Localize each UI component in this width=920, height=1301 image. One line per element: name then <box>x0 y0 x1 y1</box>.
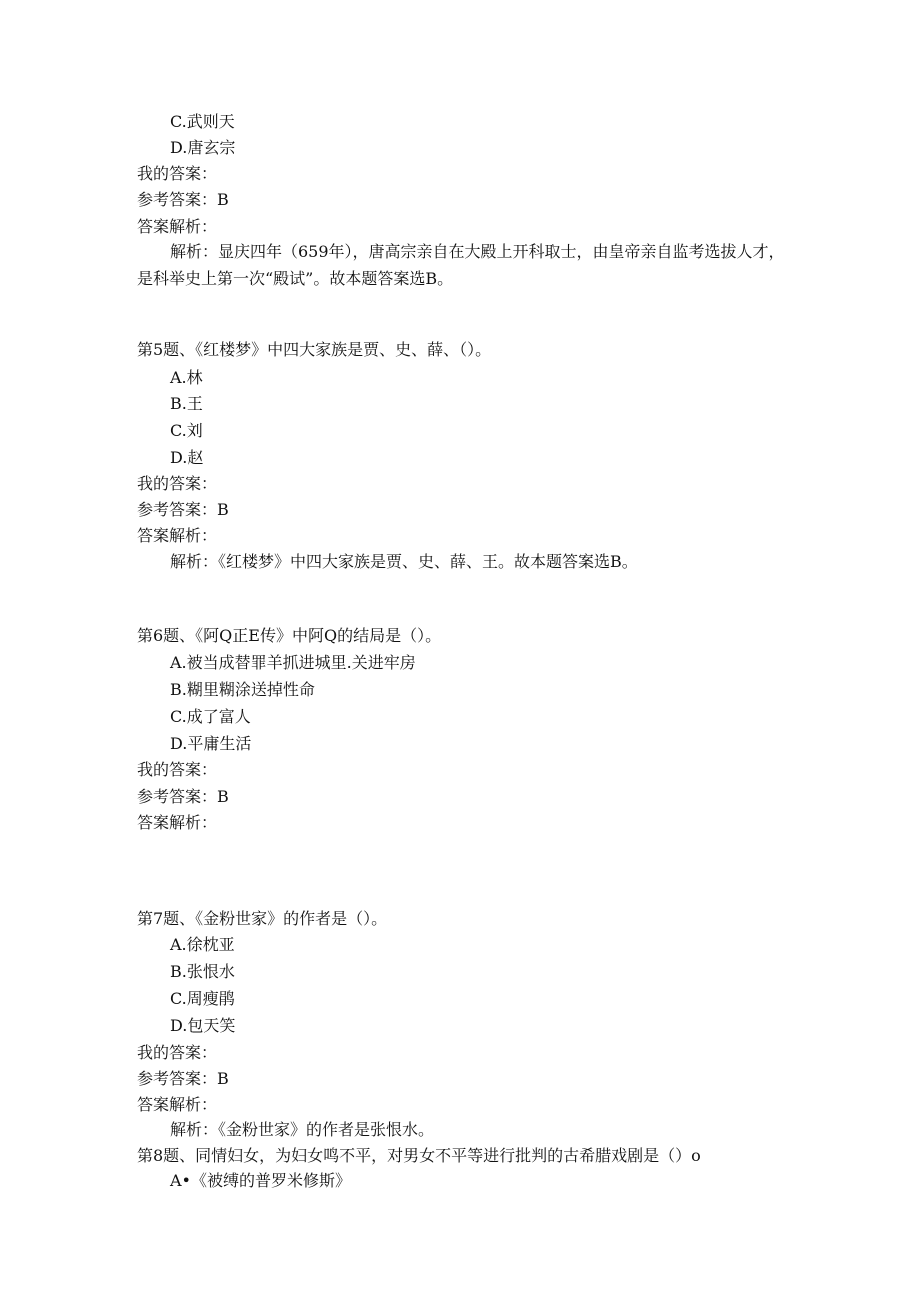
q5-analysis: 解析：《红楼梦》中四大家族是贾、史、薛、王。故本题答案选B。 <box>170 552 638 571</box>
q8-option-a: A•《被缚的普罗米修斯》 <box>170 1171 351 1190</box>
q4-option-c-text: C.武则天 <box>170 112 235 131</box>
q6-option-d: D.平庸生活 <box>170 734 252 753</box>
q6-option-b: B.糊里糊涂送掉性命 <box>170 680 315 699</box>
q8-question: 第8题、同情妇女，为妇女鸣不平，对男女不平等进行批判的古希腊戏剧是（）o <box>137 1146 701 1165</box>
q4-analysis-label: 答案解析： <box>137 217 218 236</box>
q5-option-c: C.刘 <box>170 421 203 440</box>
q6-option-a: A.被当成替罪羊抓进城里.关进牢房 <box>170 653 416 672</box>
q5-option-a: A.林 <box>170 368 203 387</box>
q4-option-d: D.唐玄宗 <box>170 138 236 157</box>
q7-ref-answer: 参考答案：B <box>137 1069 229 1088</box>
q5-question: 第5题、《红楼梦》中四大家族是贾、史、薛、（）。 <box>137 340 492 359</box>
q5-ref-answer: 参考答案：B <box>137 500 229 519</box>
q7-option-a: A.徐枕亚 <box>170 935 235 954</box>
q5-analysis-label: 答案解析： <box>137 526 218 545</box>
q6-my-answer: 我的答案： <box>137 760 218 779</box>
q5-my-answer: 我的答案： <box>137 474 218 493</box>
q7-analysis: 解析：《金粉世家》的作者是张恨水。 <box>170 1120 435 1139</box>
q6-analysis-label: 答案解析： <box>137 813 218 832</box>
q6-ref-answer: 参考答案：B <box>137 787 229 806</box>
q7-my-answer: 我的答案： <box>137 1043 218 1062</box>
q7-question: 第7题、《金粉世家》的作者是（）。 <box>137 909 388 928</box>
q4-analysis: 解析：显庆四年（659年），唐高宗亲自在大殿上开科取士，由皇帝亲自监考选拔人才，是科举史上第一次“殿试”。故本题答案选B。 <box>137 242 785 288</box>
q7-option-d: D.包天笑 <box>170 1016 236 1035</box>
q7-option-c: C.周瘦鹃 <box>170 989 235 1008</box>
q5-option-d: D.赵 <box>170 448 204 467</box>
q5-option-b: B.王 <box>170 394 203 413</box>
q4-ref-answer: 参考答案：B <box>137 190 229 209</box>
q7-option-b: B.张恨水 <box>170 962 235 981</box>
q6-option-c: C.成了富人 <box>170 707 251 726</box>
q6-question: 第6题、《阿Q正E传》中阿Q的结局是（）。 <box>137 626 442 645</box>
q7-analysis-label: 答案解析： <box>137 1095 218 1114</box>
q4-my-answer: 我的答案： <box>137 164 218 183</box>
